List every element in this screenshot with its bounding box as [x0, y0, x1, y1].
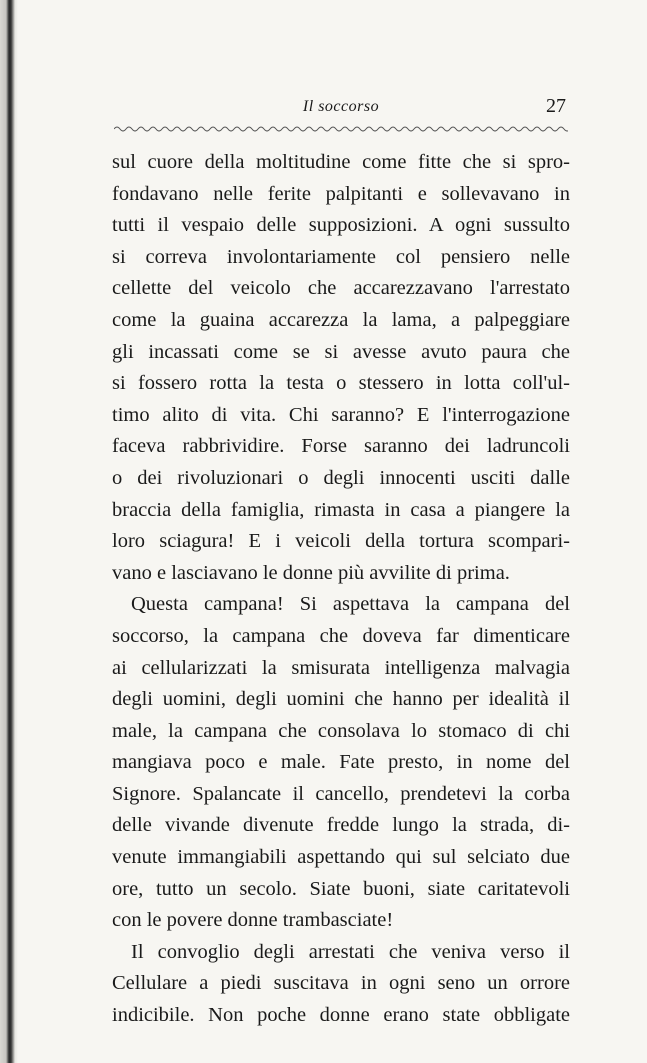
text-line-14: vano e lasciavano le donne più avvilite di prima. [112, 561, 510, 584]
text-line-7: gli incassati come se si avesse avuto paura che [112, 340, 570, 363]
text-line-8: si fossero rotta la testa o stessero in lotta coll'ul- [112, 372, 570, 395]
text-line-23: venute immangiabili aspettando qui sul selciato due [112, 846, 570, 869]
text-line-21: Signore. Spalancate il cancello, prendetevi la corba [112, 782, 570, 805]
text-line-19: male, la campana che consolava lo stomaco di chi [112, 719, 570, 742]
text-line-27: Cellulare a piedi suscitava in ogni seno un orrore [112, 972, 570, 995]
text-line-12: braccia della famiglia, rimasta in casa a piangere la [112, 498, 570, 521]
text-line-10: faceva rabbrividire. Forse saranno dei ladruncoli [112, 435, 570, 458]
text-line-6: come la guaina accarezza la lama, a palpeggiare [112, 308, 570, 331]
text-line-3: tutti il vespaio delle supposizioni. A ogni sussulto [112, 214, 570, 237]
text-line-16: soccorso, la campana che doveva far dimenticare [112, 624, 570, 647]
book-binding-edge [0, 0, 18, 1063]
text-line-25: con le povere donne trambasciate! [112, 909, 394, 932]
text-line-4: si correva involontariamente col pensiero nelle [112, 245, 570, 268]
page-header [112, 95, 570, 126]
running-title: Il soccorso [302, 98, 380, 115]
text-line-9: timo alito di vita. Chi saranno? E l'interrogazione [112, 403, 570, 426]
body-text [112, 147, 570, 1032]
text-line-1: sul cuore della moltitudine come fitte che si spro- [112, 151, 570, 173]
ornament-rule [114, 124, 568, 134]
text-line-2: fondavano nelle ferite palpitanti e sollevavano in [112, 182, 570, 205]
text-line-13: loro sciagura! E i veicoli della tortura scompari- [112, 530, 570, 553]
text-line-28: indicibile. Non poche donne erano state obbligate [112, 1004, 570, 1027]
text-line-22: delle vivande divenute fredde lungo la strada, di- [112, 814, 570, 837]
text-line-11: o dei rivoluzionari o degli innocenti usciti dalle [112, 466, 570, 489]
text-line-18: degli uomini, degli uomini che hanno per idealità il [112, 688, 570, 711]
text-line-20: mangiava poco e male. Fate presto, in nome del [112, 751, 570, 774]
text-line-26: Il convoglio degli arrestati che veniva verso il [131, 940, 570, 963]
page-number: 27 [546, 95, 566, 117]
text-line-15: Questa campana! Si aspettava la campana del [131, 593, 570, 616]
text-line-17: ai cellularizzati la smisurata intelligenza malvagia [112, 656, 570, 679]
text-line-5: cellette del veicolo che accarezzavano l'arrestato [112, 277, 570, 300]
text-line-24: ore, tutto un secolo. Siate buoni, siate caritatevoli [112, 877, 570, 900]
